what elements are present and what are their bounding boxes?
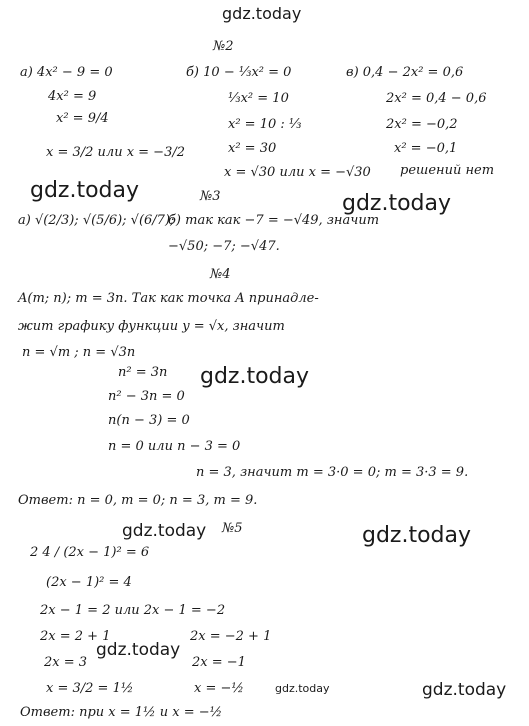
task4-line4: n² = 3n: [118, 365, 168, 380]
task4-line1: A(m; n); m = 3n. Так как точка A принадле-: [18, 291, 319, 306]
task2-b-line5: x = √30 или x = −√30: [224, 165, 371, 180]
task2-a-line1: а) 4x² − 9 = 0: [20, 65, 113, 80]
task5-line4: 2x = 2 + 1: [40, 629, 111, 644]
task5-answer: Ответ: при x = 1½ и x = −½: [20, 705, 223, 720]
task3-b-line2: −√50; −7; −√47.: [168, 239, 280, 254]
task5-line3: 2x − 1 = 2 или 2x − 1 = −2: [40, 603, 226, 618]
task5-line6: 2x = 3: [44, 655, 88, 670]
task5-line5: 2x = −2 + 1: [190, 629, 272, 644]
watermark: gdz.today: [200, 364, 310, 389]
task2-b-line1: б) 10 − ⅓x² = 0: [186, 65, 292, 80]
task2-b-line2: ⅓x² = 10: [228, 91, 289, 106]
task4-line7: n = 0 или n − 3 = 0: [108, 439, 241, 454]
task4-number: №4: [210, 267, 231, 282]
task5-line2: (2x − 1)² = 4: [46, 575, 132, 590]
task5-line7: 2x = −1: [192, 655, 246, 670]
task2-a-line2: 4x² = 9: [48, 89, 97, 104]
task2-b-line4: x² = 30: [228, 141, 277, 156]
watermark: gdz.today: [275, 682, 330, 695]
task4-line3: n = √m ; n = √3n: [22, 345, 136, 360]
task5-number: №5: [222, 521, 243, 536]
task3-a: а) √(2/3); √(5/6); √(6/7);: [18, 213, 175, 228]
site-header: gdz.today: [222, 4, 302, 23]
watermark: gdz.today: [30, 178, 140, 203]
task3-b-line1: б) так как −7 = −√49, значит: [168, 213, 380, 228]
task2-a-line4: x = 3/2 или x = −3/2: [46, 145, 186, 160]
task2-a-line3: x² = 9/4: [56, 111, 109, 126]
task5-line9: x = −½: [194, 681, 244, 696]
task5-line1: 2 4 / (2x − 1)² = 6: [30, 545, 150, 560]
watermark: gdz.today: [96, 640, 181, 660]
task4-line2: жит графику функции y = √x, значит: [18, 319, 285, 334]
task4-answer: Ответ: n = 0, m = 0; n = 3, m = 9.: [18, 493, 258, 508]
task2-b-line3: x² = 10 : ⅓: [228, 117, 302, 132]
task2-v-line1: в) 0,4 − 2x² = 0,6: [346, 65, 464, 80]
task2-v-line5: решений нет: [400, 163, 495, 178]
task4-line6: n(n − 3) = 0: [108, 413, 190, 428]
task2-v-line2: 2x² = 0,4 − 0,6: [386, 91, 487, 106]
watermark: gdz.today: [122, 521, 207, 541]
watermark: gdz.today: [342, 191, 452, 216]
watermark: gdz.today: [362, 523, 472, 548]
task2-v-line3: 2x² = −0,2: [386, 117, 458, 132]
task2-number: №2: [213, 39, 234, 54]
task5-line8: x = 3/2 = 1½: [46, 681, 134, 696]
watermark: gdz.today: [422, 680, 507, 700]
task3-number: №3: [200, 189, 221, 204]
task2-v-line4: x² = −0,1: [394, 141, 458, 156]
task4-line5: n² − 3n = 0: [108, 389, 185, 404]
task4-line8: n = 3, значит m = 3·0 = 0; m = 3·3 = 9.: [196, 465, 469, 480]
